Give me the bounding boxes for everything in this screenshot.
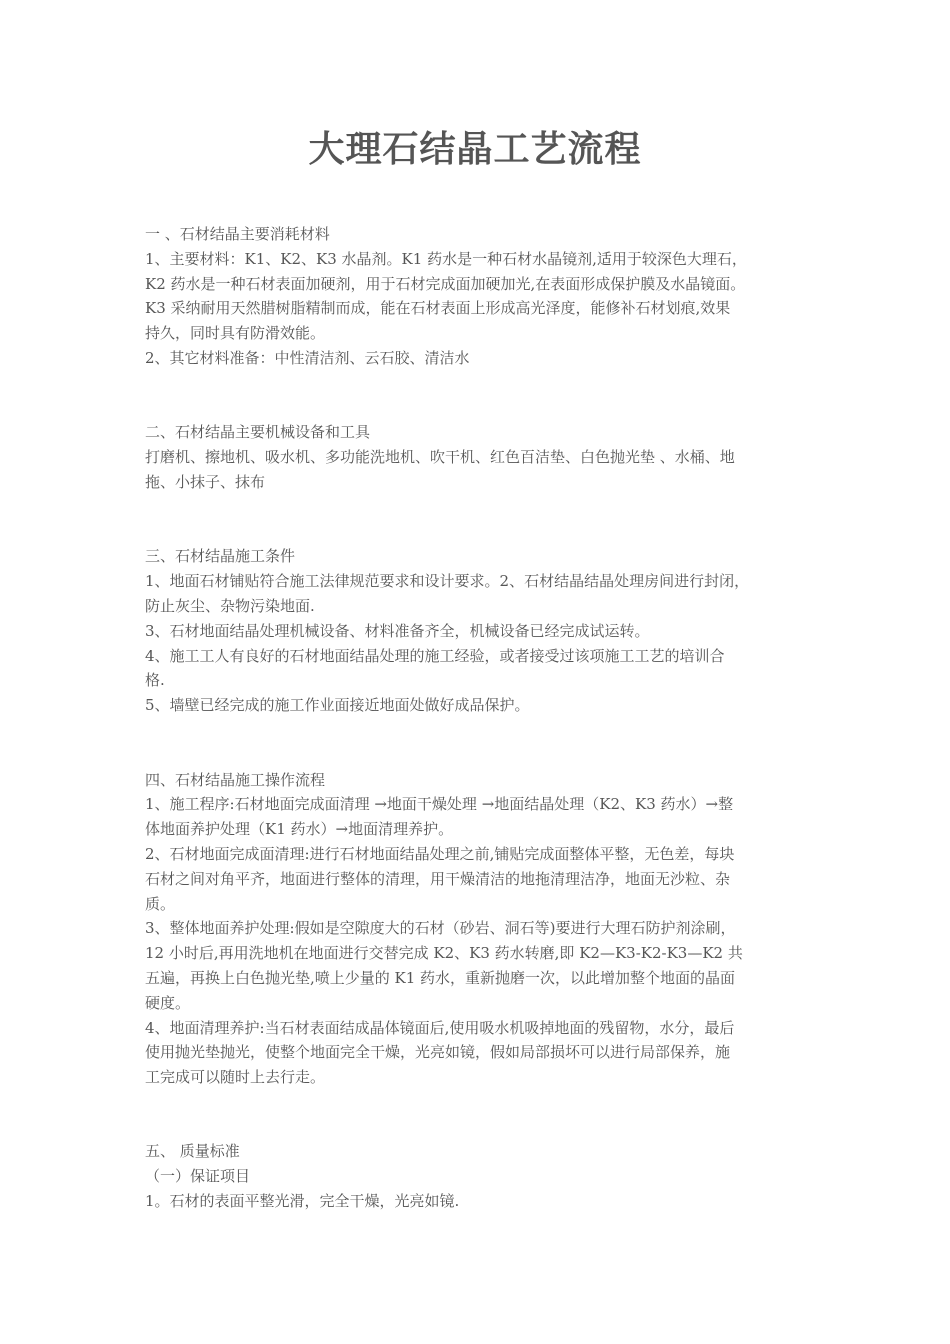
- paragraph-line: 打磨机、擦地机、吸水机、多功能洗地机、吹干机、红色百洁垫、白色抛光垫 、水桶、地: [145, 448, 735, 467]
- paragraph-line: 体地面养护处理（K1 药水）→地面清理养护。: [145, 820, 454, 839]
- section-quality: [145, 1139, 810, 1213]
- paragraph-line: 硬度。: [145, 993, 191, 1012]
- document-body: [145, 222, 810, 1214]
- section-heading: 四、石材结晶施工操作流程: [145, 770, 326, 789]
- paragraph-line: 格.: [145, 671, 165, 690]
- paragraph-line: 持久，同时具有防滑效能。: [145, 324, 326, 343]
- section-heading: 五、 质量标准: [145, 1142, 240, 1161]
- paragraph-line: 防止灰尘、杂物污染地面.: [145, 596, 315, 615]
- paragraph-line: 1、地面石材铺贴符合施工法律规范要求和设计要求。2、石材结晶结晶处理房间进行封闭，: [145, 572, 750, 591]
- section-spacer: [145, 371, 810, 421]
- paragraph-line: 4、施工工人有良好的石材地面结晶处理的施工经验，或者接受过该项施工工艺的培训合: [145, 646, 725, 665]
- paragraph-line: 使用抛光垫抛光，使整个地面完全干燥，光亮如镜，假如局部损坏可以进行局部保养，施: [145, 1043, 731, 1062]
- paragraph-line: 2、其它材料准备：中性清洁剂、云石胶、清洁水: [145, 348, 470, 367]
- subsection-heading: （一）保证项目: [145, 1167, 251, 1186]
- paragraph-line: 2、石材地面完成面清理:进行石材地面结晶处理之前,铺贴完成面整体平整，无色差，每块: [145, 844, 735, 863]
- paragraph-line: 拖、小抹子、抹布: [145, 472, 266, 491]
- paragraph-line: 5、墙壁已经完成的施工作业面接近地面处做好成品保护。: [145, 696, 530, 715]
- section-spacer: [145, 718, 810, 768]
- paragraph-line: K3 采纳耐用天然腊树脂精制而成，能在石材表面上形成高光泽度，能修补石材划痕,效果: [145, 299, 731, 318]
- paragraph-line: 1、主要材料：K1、K2、K3 水晶剂。K1 药水是一种石材水晶镜剂,适用于较深色大理石，: [145, 249, 747, 268]
- section-spacer: [145, 1090, 810, 1140]
- paragraph-line: 工完成可以随时上去行走。: [145, 1068, 326, 1087]
- paragraph-line: K2 药水是一种石材表面加硬剂，用于石材完成面加硬加光,在表面形成保护膜及水晶镜面。: [145, 274, 746, 293]
- paragraph-line: 质。: [145, 894, 176, 913]
- paragraph-line: 3、整体地面养护处理:假如是空隙度大的石材（砂岩、洞石等)要进行大理石防护剂涂刷，: [145, 919, 736, 938]
- paragraph-line: 4、地面清理养护:当石材表面结成晶体镜面后,使用吸水机吸掉地面的残留物，水分，最后: [145, 1018, 735, 1037]
- section-conditions: [145, 544, 810, 718]
- document-title: 大理石结晶工艺流程: [308, 129, 642, 170]
- section-spacer: [145, 495, 810, 545]
- section-materials: [145, 222, 810, 371]
- section-equipment: [145, 420, 810, 494]
- section-heading: 二、石材结晶主要机械设备和工具: [145, 423, 371, 442]
- paragraph-line: 石材之间对角平齐，地面进行整体的清理，用干燥清洁的地拖清理洁净，地面无沙粒、杂: [145, 869, 731, 888]
- paragraph-line: 五遍，再换上白色抛光垫,喷上少量的 K1 药水，重新抛磨一次，以此增加整个地面的晶面: [145, 968, 736, 987]
- section-heading: 三、石材结晶施工条件: [145, 547, 296, 566]
- section-procedure: [145, 768, 810, 1090]
- section-heading: 一 、石材结晶主要消耗材料: [145, 225, 330, 243]
- paragraph-line: 1。石材的表面平整光滑，完全干燥，光亮如镜.: [145, 1192, 460, 1211]
- paragraph-line: 12 小时后,再用洗地机在地面进行交替完成 K2、K3 药水转磨,即 K2—K3-K2-K3—K2 共: [145, 944, 743, 963]
- paragraph-line: 3、石材地面结晶处理机械设备、材料准备齐全，机械设备已经完成试运转。: [145, 621, 650, 640]
- paragraph-line: 1、施工程序:石材地面完成面清理 →地面干燥处理 →地面结晶处理（K2、K3 药水）→整: [145, 795, 734, 814]
